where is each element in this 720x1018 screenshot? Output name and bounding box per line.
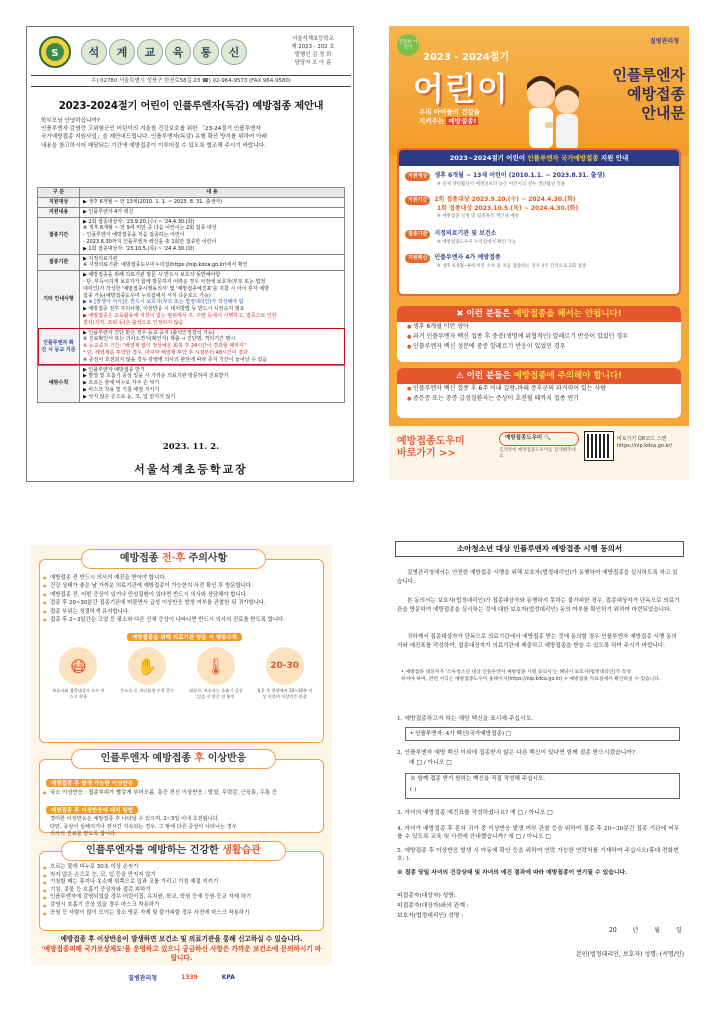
row-line: ▶ 1회 접종대상자: '23.10.5.(목) ~ '24.4.30.(화)	[83, 245, 195, 252]
row-note: ※ 예방접종도우미 누리집에서 확인 가능	[437, 239, 517, 245]
habit-item: ● 흐르는 물에 비누로 30초 이상 손씻기	[40, 864, 323, 872]
row-line: * 단, 해열제를 투약한 경우, 마지막 해열제 투약 후 시점부터 48시간이 경과	[83, 349, 248, 356]
caution-box	[397, 368, 681, 418]
question-5[interactable]: 5. 예방접종 후 이상반응 발생 시 아동에 확인 등을 위하여 연락 가능한 연락처를 기재하여 주십시오(휴대 전화번호: ).	[397, 848, 679, 862]
heading-text: 주의사항	[185, 553, 228, 564]
habit-item: ● 기침할 때는 휴지나 옷소매 위쪽으로 입과 코를 가리고 기침 예절 지키기	[40, 879, 323, 887]
mask-icon: 😷	[59, 647, 97, 685]
report-line: 예방접종 후 이상반응이 발생하면 보건소 및 의료기관을 통해 신고하실 수 있습니다.	[60, 935, 303, 943]
row-line: ▶ 지정의료기관	[83, 255, 118, 262]
title-char: 신	[221, 39, 247, 65]
table-row	[38, 365, 345, 402]
signature-fields	[397, 891, 682, 921]
hand-sanitizer-icon: ✋	[128, 647, 166, 685]
row-label: 지원내용	[38, 207, 80, 217]
row-line: ▶ 발열 및 호흡기 증상 있을 시 가까운 의료기관 방문하여 진료받기	[83, 373, 229, 380]
card-head-text: 2023~2024절기 어린이	[449, 154, 528, 162]
row-tag: 접종기관	[405, 230, 430, 239]
search-note: 검색창에 예방접종도우미를 검색해주세요.	[499, 448, 576, 459]
row-value: ▶ 인플루엔자 4가 백신	[80, 207, 345, 217]
table-header-row	[38, 188, 345, 198]
row-tag: 지원기간	[405, 196, 430, 205]
helper-title-line: 바로가기 >>	[397, 448, 456, 459]
precaution-item: ● 예방접종 전, 어떤 증상이 있거나 만성질환이 있다면 반드시 의사와 상담해야 합니다.	[40, 591, 323, 599]
side-effects-box	[39, 759, 324, 838]
row-line: ※ 지정의료기관: 예방접종도우미누리집(https://nip.kdca.go.kr)에서 확인	[83, 262, 248, 269]
table-row	[38, 207, 345, 217]
title-char: 교	[137, 39, 163, 65]
kdca-logo: 질병관리청	[650, 38, 679, 45]
table-header: 구 분	[38, 188, 80, 198]
kpa-logo: KPA	[221, 974, 235, 981]
table-header: 내 용	[80, 188, 345, 198]
subtitle-text: 지켜주는	[419, 117, 445, 125]
intro-line: 학부모님 안녕하십니까?	[41, 118, 100, 124]
row-label: 지원대상	[38, 198, 80, 208]
warning-icon: ⚠	[456, 371, 467, 381]
consent-caution: ※ 접종 당일 자녀의 건강상태 및 자녀의 예진 결과에 따라 예방접종이 연기될 수 있습니다.	[397, 870, 628, 876]
row-line: ▶ 예방접종을 위해 의료기관 방문 시 반드시 보호자 동반해야함	[83, 272, 221, 279]
thermometer-icon: 🌡	[197, 647, 235, 685]
question-2: 2. 인플루엔자 예방 백신 이외에 접종받지 않은 다른 백신이 있다면 함께 접종 받으시겠습니까?	[397, 750, 635, 756]
note-line: 하셔야 하며, 관련 서식은 예방접종도우미 홈페이지(https://nip.kdca.go.kr) > 예방접종 자료실에서 확인하실 수 있습니다.	[401, 677, 661, 682]
signature-field[interactable]: 피접종자(대상자) 성명:	[397, 893, 456, 899]
rule-wait	[257, 647, 313, 699]
question-4[interactable]: 4. 자녀가 예방접종 후 혼자 귀가 중 이상반응 발생 여부 관찰 등을 위하여 접종 후 20~30분간 접종 기관에 머무를 수 있도록 교육 및 사전에 안내했습니까? 예 □ / 아니오 □	[397, 826, 680, 840]
issue-line: 서울석계초등학교	[292, 36, 334, 42]
precaution-item: ● 건강 상태가 좋은 날 가까운 의료기관에 예방접종이 가능한지 사전 확인 후 방문합니다.	[40, 582, 323, 590]
contraindication-header	[397, 306, 681, 322]
precautions-heading	[81, 549, 266, 569]
side-effect-text	[40, 816, 323, 838]
heading-text: 예방접종	[119, 553, 162, 564]
visit-rules-subheading: 예방접종을 위해 의료기관 방문 시 행동수칙	[127, 633, 242, 641]
table-row	[38, 217, 345, 254]
habit-item: ● 인플루엔자에 감염되었을 경우 어린이집, 유치원, 학교, 학원 등에 등원·등교 자제 하기	[40, 894, 323, 902]
side-text-line: 의사의 진료를 받도록 합니다.	[50, 831, 117, 838]
row-line: ▶ 인플루엔자 예방접종 받기	[83, 366, 145, 373]
row-main: 인플루엔자 4가 예방접종	[434, 254, 501, 261]
side-effects-heading	[71, 749, 276, 769]
warn-head-highlight: 예방접종을 해서는 안됩니다!	[513, 309, 622, 319]
precautions-poster	[31, 545, 332, 990]
warn-item: ● 생후 6개월 미만 영아	[397, 322, 681, 332]
habit-item: ● 공원 등 사람이 많이 모이는 장소 방문 자제 및 불가피할 경우 사전에 마스크 착용하기	[40, 910, 323, 918]
helper-link-title[interactable]	[397, 436, 465, 460]
school-logo-icon	[35, 35, 75, 69]
heading-text: 이상반응	[204, 753, 247, 764]
row-line: ※ 증상이 호전되지 않을 경우 감염병 의사의 판단에 따라 증지 기간이 늘어날 수 있음	[83, 356, 268, 363]
table-row	[38, 254, 345, 271]
intro-line: 국가예방접종 지원사업」을 제안내드립니다. 인플루엔자(독감) 유행 확산 방지를 위하여 아래	[41, 134, 267, 141]
precaution-item: ● 접종 후 20~30분간 접종기관에 머물면서 급성 이상반응 발생 여부를 관찰한 뒤 귀가합니다.	[40, 599, 323, 607]
right-title-line: 예방접종	[627, 85, 685, 103]
vaccination-poster	[389, 26, 689, 480]
row-main-2: 1회 접종대상 2023.10.5.(목) ~ 2024.4.30.(화)	[437, 204, 579, 212]
heading-text: 인플루엔자를 예방하는 건강한	[86, 845, 223, 856]
table-row	[38, 328, 345, 365]
table-row	[38, 271, 345, 328]
support-info-card	[397, 148, 681, 296]
qr-code-icon[interactable]	[585, 432, 613, 460]
row-line: ▶ 마스크 착용 및 기침 예절 지키기	[83, 386, 160, 393]
issue-line: 발행인 김 경 희	[294, 52, 332, 58]
row-main: 지정의료기관 및 보건소	[434, 230, 497, 237]
x-icon: ✖	[456, 309, 467, 319]
subtitle-highlight: 예방접종!	[448, 117, 477, 125]
support-row-target	[405, 172, 677, 189]
row-label: 접종기간	[38, 217, 80, 254]
box-line: ( )	[410, 787, 417, 793]
side-effects-subheading: 예방접종 후 발생 가능한 이상반응	[46, 779, 138, 787]
row-line: ▶ 2회 접종대상자: '23.9.20.(수) ~ '24.4.30.(화)	[83, 218, 195, 225]
newsletter-title	[81, 39, 247, 65]
heading-highlight: 전·후	[161, 553, 186, 564]
signature-field[interactable]: 보호자(법정대리인) 성명 :	[397, 913, 464, 919]
school-address: 우) 02780 서울특별시 성북구 한천로58길 23 ☎) 02-964-9573 (FAX 964-9580)	[31, 75, 351, 87]
report-highlight: '예방접종피해 국가보상제도'를 운영하고 있으니 궁금하신 사항은 가까운 보건소에 문의하시기 바랍니다.	[41, 944, 322, 962]
row-line: 대리인)가 작성한 '예방접종시행동의서' 및 '예방접종예진표'를 지참 시 아이 혼자 예방	[83, 285, 269, 292]
card-head-text: 지원 안내	[598, 154, 629, 162]
row-note: ※ 실제 생년월일이 예정일보다 늦은 어린이의 경우 생년월일 적용	[437, 181, 566, 187]
habit-item: ● 씻지 않은 손으로 눈, 코, 입 등을 만지지 않기	[40, 872, 323, 880]
intro-line: 인플루엔자 감염증 고위험군인 어린이의 겨울철 건강보호를 위한 「23-24절기 인플루엔자	[41, 126, 261, 133]
consent-date[interactable]: 20 년 월 일	[609, 927, 682, 934]
row-note: ※ 생후 6개월~9세 미만 소아 중 처음 접종하는 경우 4주 간격으로 2회 접종	[437, 263, 587, 269]
rule-text: 보호자와 접종대상자 모두 마스크 착용	[52, 688, 105, 699]
row-label: 접종기관	[38, 254, 80, 271]
row-line: - 단, 부득이하게 보호자가 함께 방문하지 어려운 경우 사전에 보호자(부모 또는 법정	[83, 278, 266, 285]
children-illustration-icon	[519, 66, 587, 156]
habit-item: ● 기침, 콧물 등 호흡기 증상자와 접촉 피하기	[40, 887, 323, 895]
issue-line: 제 2023 - 202 호	[291, 44, 335, 50]
row-main: 생후 6개월 ~ 13세 어린이 (2010.1.1. ~ 2023.8.31. 출생)	[434, 172, 606, 179]
signature-field[interactable]: 피접종자(대상자)와의 관계 :	[397, 903, 469, 909]
rule-text: 접종 후 현장에서 20~30분 이상 머물며 이상반응 관찰	[256, 688, 313, 699]
row-line: ▶ 인플루엔자 진단 받은 경우 등교 중지 (출석인정결석 가능)	[83, 329, 215, 336]
row-line: 접종 가능(예방접종도우미 누리집에서 서식 다운로드 가능)	[83, 292, 211, 299]
precaution-item: ● 접종 부위는 청결하게 유지합니다.	[40, 608, 323, 616]
row-line: ▶ 예방접종 전후 주의사항, 이상반응 시 대처방법 등 반드시 사전숙지 필요	[83, 306, 245, 313]
title-char: 계	[109, 39, 135, 65]
heading-text: 인플루엔자 예방접종	[100, 753, 195, 764]
support-row-vaccine	[405, 254, 677, 271]
support-row-period	[405, 196, 677, 222]
intro-line: 내용을 참고하시어 해당되는 기간에 예방접종이 이루어질 수 있도록 협조해 주시기 바랍니다.	[41, 142, 266, 149]
right-title-line: 안내문	[641, 104, 685, 122]
row-value: ▶ 생후 6개월 ~ 만 13세(2010. 1. 1. ~ 2023. 8. 31. 출생아)	[80, 198, 345, 208]
warn-head-text: 이런 분들은	[466, 371, 514, 381]
row-label: 예방수칙	[38, 365, 80, 402]
rule-text: 대상자, 보호자는 호흡기 증상 있을 시 방문 전 확인	[188, 688, 243, 699]
row-main: 2회 접종대상 2023.9.20.(수) ~ 2024.4.30.(화)	[434, 196, 576, 203]
subtitle-line	[419, 117, 480, 126]
title-char: 육	[165, 39, 191, 65]
habit-item: ● 감염시 호흡기 증상 있을 경우 마스크 착용하기	[40, 902, 323, 910]
row-label: 인플루엔자 확진 시 등교 기준	[38, 328, 80, 365]
poster-subtitle	[419, 108, 480, 126]
row-line: ※ 생후 6개월 ~ 만 9세 미만 중 다음 어린이는 2회 접종 대상	[83, 225, 217, 232]
warn-item: ● 인플루엔자 백신 접종 후 6주 이내 길랑-바레 증후군의 과거력이 있는 사람	[397, 384, 681, 394]
warn-head-highlight: 예방접종에 주의해야 합니다!	[513, 371, 622, 381]
habits-box	[39, 851, 324, 931]
row-note: ※ 예방접종 일정 및 접종목록 재안내 예정	[437, 214, 519, 219]
issue-date: 2023. 11. 2.	[162, 442, 220, 452]
row-tag: 지원백신	[405, 254, 430, 263]
side-text-line: 경미한 이상반응은 예방접종 후 나타날 수 있으며, 2~3일 이내 호전됩니다.	[50, 816, 220, 823]
warn-item: ● 중등증 또는 중증 급성질환자는 증상이 호전될 때까지 접종 연기	[397, 394, 681, 404]
sponsor-logos	[31, 965, 332, 990]
row-tag: 지원대상	[405, 172, 430, 181]
rule-symptoms	[188, 647, 244, 699]
poster-right-title	[585, 66, 685, 123]
precaution-item: ● 접종 후 2~3일간은 고열 등 평소와 다른 신체 증상이 나타나면 반드시 의사의 진료를 받도록 합니다.	[40, 616, 323, 624]
row-line: 결석(지각, 조퇴 등)은 출석으로 인정하지 않음	[83, 319, 184, 326]
row-line: ▶ 씻지 않은 손으로 눈, 코, 입 만지지 않기	[83, 393, 176, 400]
contraindication-box	[397, 306, 681, 362]
row-value	[80, 217, 345, 254]
habits-heading	[61, 841, 286, 861]
rule-hygiene	[119, 647, 175, 699]
title-char: 통	[193, 39, 219, 65]
row-line: ▶ 흐르는 물에 비누로 자주 손 씻기	[83, 380, 160, 387]
row-line: - 인플루엔자 예방접종을 처음 접종하는 어린이	[83, 232, 185, 239]
row-value	[80, 271, 345, 328]
poster-footer	[389, 426, 689, 480]
warn-head-text: 이런 분들은	[466, 309, 514, 319]
row-value	[80, 254, 345, 271]
note-line: • 예방접종 대상자가 '소아청소년 대상 인플루엔자 예방접종 시행 동의서'는 해당시 보호자(법정대리인)가 작성	[401, 670, 631, 675]
side-text-line: 다만, 증상이 심해지거나 장시간 지속되는 경우, 그 밖에 다른 증상이 나타나는 경우	[50, 823, 237, 830]
row-value	[80, 365, 345, 402]
question-1: 1. 예방접종하고자 하는 해당 백신을 표시해 주십시오.	[397, 716, 534, 722]
helper-title-line: 예방접종도우미	[397, 436, 465, 447]
title-char: 석	[81, 39, 107, 65]
vaccine-checkbox-row[interactable]: • 인플루엔자: 4가 백신(국가예방접종) □	[405, 727, 680, 741]
card-head-highlight: 인플루엔자 국가예방접종	[527, 154, 599, 162]
consent-title: 소아청소년 대상 인플루엔자 예방접종 시행 동의서	[395, 541, 684, 557]
qr-note: 바로가기 QR코드 스캔 https://nip.kdca.go.kr/	[617, 436, 673, 449]
visit-rules-icons	[40, 643, 323, 699]
rule-text: 손소독 등 개인위생 수칙 준수	[120, 688, 175, 694]
consent-form	[389, 537, 690, 986]
issue-info	[273, 35, 353, 67]
support-card-header	[399, 150, 679, 166]
school-newsletter-page	[26, 26, 354, 482]
guardian-signature[interactable]: 본인(법정대리인, 보호자) 성명: (서명/인)	[576, 951, 684, 958]
right-title-line: 인플루엔자	[612, 66, 685, 84]
question-2-answer[interactable]: 예 □ / 아니오 □	[409, 760, 452, 766]
other-vaccine-box[interactable]	[405, 773, 680, 799]
consent-paragraph: 귀하께서 접종대상자가 단독으로 의료기관에서 예방접종 받는 것에 동의할 경우 인플루엔자 예방접종 시행 동의서와 예진표를 작성하여, 접종대상자가 의료기관에 제출하고 예방접종을 받을 수 있도록 하여 주시기 바랍니다.	[397, 634, 677, 650]
row-line: ▶ 예방접종은 교육활동에 지장이 없는 범위에서 주, 주말 등에서 시행하고, 접종으로 인한	[83, 312, 277, 319]
consent-note	[401, 669, 681, 683]
caution-header	[397, 368, 681, 384]
consent-paragraph: 질병관리청에서는 안전한 예방접종 시행을 위해 보호자(법정대리인)가 동행하여 예방접종을 실시하도록 하고 있습니다.	[397, 570, 678, 586]
svg-text:S: S	[51, 48, 59, 59]
question-3[interactable]: 3. 자녀의 예방접종 예진표를 작성하셨나요? 예 □ / 아니오 □	[397, 810, 553, 816]
campaign-badge: 건강한 어린이	[397, 34, 419, 56]
heading-highlight: 후	[194, 753, 205, 764]
before-after-box	[39, 559, 324, 743]
report-notice	[39, 935, 324, 964]
row-line: ※ 등교중지 기간: "해열제 없이 정상체온 회복 후 24시간이 경과할 때까지"	[83, 343, 247, 350]
poster-headline: 어린이	[413, 70, 509, 108]
hotline-logo: 1339	[181, 974, 198, 981]
kdca-logo: 질병관리청	[128, 975, 158, 982]
principal-signature: 서울석계초등학교장	[134, 463, 248, 476]
rule-mask	[50, 647, 106, 699]
issue-line: 담당자 조 아 름	[294, 60, 332, 66]
warn-item: ● 과거 인플루엔자 백신 접종 후 중증(생명에 위협적인) 알레르기 반응이 있었던 경우	[397, 332, 681, 342]
box-line: ※ 함께 접종 받기 원하는 백신을 직접 작성해 주십시오.	[410, 776, 546, 782]
row-label: 기타 안내사항	[38, 271, 80, 328]
side-effect-item: ● 국소 이상반응 : 접종부위가 빨갛게 부어오름, 통증 전신 이상반응 : 발열, 무력감, 근육통, 두통 등	[40, 789, 323, 797]
search-box[interactable]: 예방접종도우미 🔍	[499, 432, 579, 446]
intro-paragraph	[41, 117, 345, 150]
document-title: 2023-2024절기 어린이 인플루엔자(독감) 예방접종 제안내	[58, 101, 324, 112]
support-row-clinic	[405, 230, 677, 247]
clock-icon: 20-30	[266, 647, 304, 685]
precaution-item: ● 예방접종 전 반드시 의사의 예진을 받아야 합니다.	[40, 574, 323, 582]
row-value	[80, 328, 345, 365]
row-line: ※ 진료확인서 또는 의사소견서(확인서) 제출 → 진단명, 격리기간 명시	[83, 336, 236, 343]
heading-highlight: 생활습관	[222, 845, 261, 856]
row-line: ▶ ※ [쌍생아 서식]은 반드시 보호자(부모 또는 법정대리인)가 작성해야 함	[83, 299, 244, 306]
subtitle-line: 우리 아이들의 건강을	[419, 108, 481, 116]
row-line: - 2023.6.30까지 인플루엔자 백신을 총 1회만 접종한 어린이	[83, 238, 217, 245]
consent-paragraph: 본 동의서는 보호자(법정대리인)가 접종대상자와 동행하지 못하는 불가피한 경우, 접종대상자가 단독으로 의료기관을 방문하여 예방접종을 실시하는 것에 대한 보호자(법정대리인) 동의 여부를 확인하기 위하여 마련되었습니다.	[397, 598, 680, 614]
newsletter-header	[31, 31, 351, 73]
poster-season: 2023 - 2024절기	[423, 52, 510, 63]
side-effects-subheading: 예방접종 후 이상반응에 대처 방법	[46, 806, 138, 814]
warn-item: ● 인플루엔자 백신 성분에 중증 알레르기 반응이 있었던 경우	[397, 342, 681, 352]
table-row	[38, 198, 345, 208]
info-table	[37, 187, 345, 403]
